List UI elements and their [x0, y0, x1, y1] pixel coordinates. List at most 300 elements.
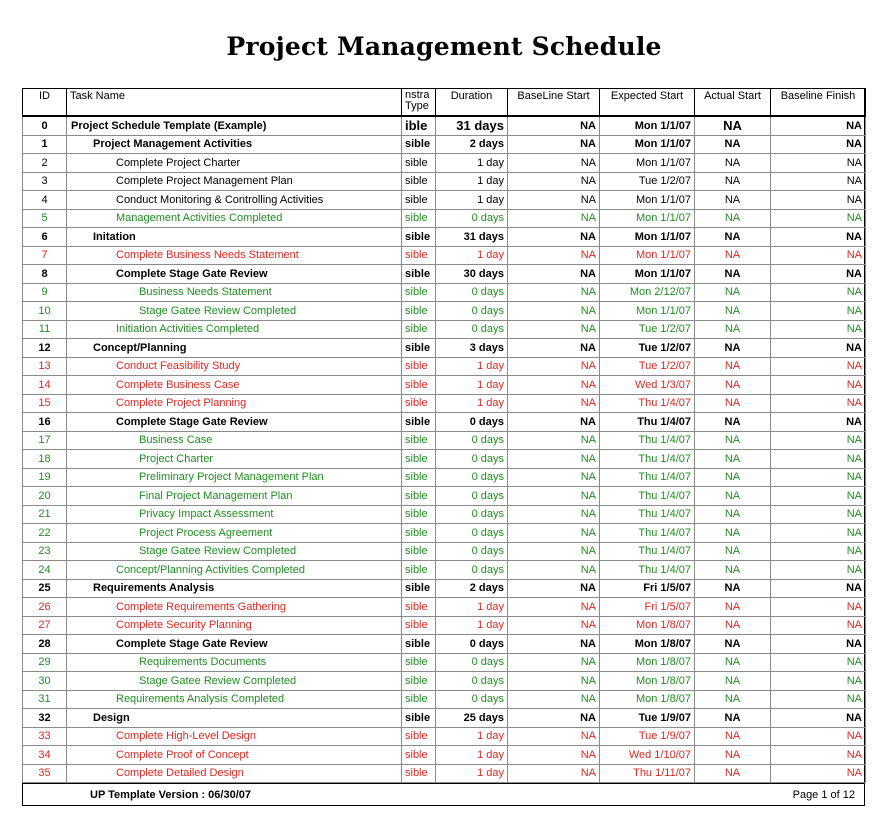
- duration-cell[interactable]: 1 day: [436, 191, 508, 210]
- task-name-cell[interactable]: Complete Requirements Gathering: [67, 598, 402, 617]
- baseline-start-cell[interactable]: NA: [508, 209, 600, 228]
- actual-start-cell[interactable]: NA: [695, 487, 771, 506]
- baseline-finish-cell[interactable]: NA: [771, 487, 866, 506]
- duration-cell[interactable]: 0 days: [436, 635, 508, 654]
- task-name-cell[interactable]: Complete Stage Gate Review: [67, 265, 402, 284]
- baseline-start-cell[interactable]: NA: [508, 246, 600, 265]
- baseline-finish-cell[interactable]: NA: [771, 283, 866, 302]
- actual-start-cell[interactable]: NA: [695, 431, 771, 450]
- task-id-cell[interactable]: 6: [23, 228, 67, 247]
- table-row[interactable]: [23, 116, 866, 135]
- task-id-cell[interactable]: 23: [23, 542, 67, 561]
- constraint-type-cell[interactable]: sible: [402, 302, 436, 321]
- task-id-cell[interactable]: 29: [23, 653, 67, 672]
- task-id-cell[interactable]: 31: [23, 690, 67, 709]
- expected-start-cell[interactable]: Mon 1/1/07: [600, 191, 695, 210]
- actual-start-cell[interactable]: NA: [695, 135, 771, 154]
- task-name-cell[interactable]: Project Charter: [67, 450, 402, 469]
- constraint-type-cell[interactable]: sible: [402, 616, 436, 635]
- task-name-cell[interactable]: Stage Gatee Review Completed: [67, 542, 402, 561]
- expected-start-cell[interactable]: Mon 1/1/07: [600, 154, 695, 173]
- expected-start-cell[interactable]: Thu 1/4/07: [600, 394, 695, 413]
- table-row[interactable]: [23, 228, 866, 247]
- expected-start-cell[interactable]: Thu 1/4/07: [600, 487, 695, 506]
- duration-cell[interactable]: 0 days: [436, 505, 508, 524]
- actual-start-cell[interactable]: NA: [695, 154, 771, 173]
- task-name-cell[interactable]: Initation: [67, 228, 402, 247]
- expected-start-cell[interactable]: Mon 1/8/07: [600, 672, 695, 691]
- table-row[interactable]: [23, 727, 866, 746]
- column-header-baseline-start[interactable]: BaseLine Start: [508, 89, 600, 117]
- task-name-cell[interactable]: Complete Business Needs Statement: [67, 246, 402, 265]
- expected-start-cell[interactable]: Tue 1/9/07: [600, 727, 695, 746]
- expected-start-cell[interactable]: Tue 1/9/07: [600, 709, 695, 728]
- table-row[interactable]: [23, 616, 866, 635]
- constraint-type-cell[interactable]: sible: [402, 191, 436, 210]
- constraint-type-cell[interactable]: sible: [402, 635, 436, 654]
- expected-start-cell[interactable]: Thu 1/4/07: [600, 431, 695, 450]
- task-id-cell[interactable]: 22: [23, 524, 67, 543]
- task-name-cell[interactable]: Conduct Monitoring & Controlling Activities: [67, 191, 402, 210]
- column-header-task-name[interactable]: Task Name: [67, 89, 402, 117]
- task-name-cell[interactable]: Requirements Analysis Completed: [67, 690, 402, 709]
- constraint-type-cell[interactable]: sible: [402, 394, 436, 413]
- expected-start-cell[interactable]: Thu 1/4/07: [600, 524, 695, 543]
- expected-start-cell[interactable]: Mon 1/8/07: [600, 635, 695, 654]
- table-row[interactable]: [23, 468, 866, 487]
- duration-cell[interactable]: 0 days: [436, 487, 508, 506]
- task-name-cell[interactable]: Requirements Documents: [67, 653, 402, 672]
- table-row[interactable]: [23, 283, 866, 302]
- constraint-type-cell[interactable]: sible: [402, 598, 436, 617]
- constraint-type-cell[interactable]: sible: [402, 524, 436, 543]
- constraint-type-cell[interactable]: sible: [402, 357, 436, 376]
- task-id-cell[interactable]: 27: [23, 616, 67, 635]
- table-row[interactable]: [23, 690, 866, 709]
- baseline-finish-cell[interactable]: NA: [771, 764, 866, 783]
- actual-start-cell[interactable]: NA: [695, 376, 771, 395]
- actual-start-cell[interactable]: NA: [695, 653, 771, 672]
- baseline-start-cell[interactable]: NA: [508, 135, 600, 154]
- task-id-cell[interactable]: 35: [23, 764, 67, 783]
- baseline-finish-cell[interactable]: NA: [771, 302, 866, 321]
- baseline-finish-cell[interactable]: NA: [771, 413, 866, 432]
- table-row[interactable]: [23, 191, 866, 210]
- baseline-start-cell[interactable]: NA: [508, 116, 600, 135]
- table-row[interactable]: [23, 487, 866, 506]
- baseline-finish-cell[interactable]: NA: [771, 376, 866, 395]
- baseline-start-cell[interactable]: NA: [508, 357, 600, 376]
- actual-start-cell[interactable]: NA: [695, 320, 771, 339]
- task-name-cell[interactable]: Complete Proof of Concept: [67, 746, 402, 765]
- actual-start-cell[interactable]: NA: [695, 561, 771, 580]
- baseline-finish-cell[interactable]: NA: [771, 450, 866, 469]
- table-row[interactable]: [23, 653, 866, 672]
- constraint-type-cell[interactable]: sible: [402, 246, 436, 265]
- actual-start-cell[interactable]: NA: [695, 468, 771, 487]
- baseline-start-cell[interactable]: NA: [508, 450, 600, 469]
- baseline-start-cell[interactable]: NA: [508, 690, 600, 709]
- task-id-cell[interactable]: 15: [23, 394, 67, 413]
- baseline-start-cell[interactable]: NA: [508, 579, 600, 598]
- task-name-cell[interactable]: Final Project Management Plan: [67, 487, 402, 506]
- task-id-cell[interactable]: 26: [23, 598, 67, 617]
- baseline-finish-cell[interactable]: NA: [771, 209, 866, 228]
- baseline-finish-cell[interactable]: NA: [771, 135, 866, 154]
- task-name-cell[interactable]: Complete Stage Gate Review: [67, 413, 402, 432]
- duration-cell[interactable]: 3 days: [436, 339, 508, 358]
- duration-cell[interactable]: 31 days: [436, 116, 508, 135]
- constraint-type-cell[interactable]: sible: [402, 561, 436, 580]
- table-row[interactable]: [23, 672, 866, 691]
- actual-start-cell[interactable]: NA: [695, 357, 771, 376]
- expected-start-cell[interactable]: Mon 1/1/07: [600, 265, 695, 284]
- table-row[interactable]: [23, 450, 866, 469]
- task-id-cell[interactable]: 17: [23, 431, 67, 450]
- baseline-start-cell[interactable]: NA: [508, 431, 600, 450]
- task-id-cell[interactable]: 1: [23, 135, 67, 154]
- table-row[interactable]: [23, 524, 866, 543]
- baseline-start-cell[interactable]: NA: [508, 468, 600, 487]
- constraint-type-cell[interactable]: sible: [402, 505, 436, 524]
- duration-cell[interactable]: 0 days: [436, 672, 508, 691]
- baseline-finish-cell[interactable]: NA: [771, 635, 866, 654]
- actual-start-cell[interactable]: NA: [695, 616, 771, 635]
- constraint-type-cell[interactable]: sible: [402, 172, 436, 191]
- task-id-cell[interactable]: 12: [23, 339, 67, 358]
- expected-start-cell[interactable]: Mon 1/1/07: [600, 116, 695, 135]
- baseline-start-cell[interactable]: NA: [508, 598, 600, 617]
- task-id-cell[interactable]: 0: [23, 116, 67, 135]
- duration-cell[interactable]: 0 days: [436, 542, 508, 561]
- expected-start-cell[interactable]: Thu 1/11/07: [600, 764, 695, 783]
- duration-cell[interactable]: 0 days: [436, 468, 508, 487]
- actual-start-cell[interactable]: NA: [695, 450, 771, 469]
- baseline-finish-cell[interactable]: NA: [771, 191, 866, 210]
- baseline-start-cell[interactable]: NA: [508, 376, 600, 395]
- expected-start-cell[interactable]: Thu 1/4/07: [600, 468, 695, 487]
- table-row[interactable]: [23, 542, 866, 561]
- expected-start-cell[interactable]: Mon 1/8/07: [600, 653, 695, 672]
- constraint-type-cell[interactable]: sible: [402, 339, 436, 358]
- duration-cell[interactable]: 2 days: [436, 135, 508, 154]
- task-id-cell[interactable]: 18: [23, 450, 67, 469]
- actual-start-cell[interactable]: NA: [695, 690, 771, 709]
- actual-start-cell[interactable]: NA: [695, 542, 771, 561]
- actual-start-cell[interactable]: NA: [695, 228, 771, 247]
- task-id-cell[interactable]: 32: [23, 709, 67, 728]
- duration-cell[interactable]: 1 day: [436, 246, 508, 265]
- duration-cell[interactable]: 1 day: [436, 154, 508, 173]
- constraint-type-cell[interactable]: sible: [402, 709, 436, 728]
- duration-cell[interactable]: 2 days: [436, 579, 508, 598]
- actual-start-cell[interactable]: NA: [695, 505, 771, 524]
- baseline-finish-cell[interactable]: NA: [771, 320, 866, 339]
- baseline-finish-cell[interactable]: NA: [771, 542, 866, 561]
- baseline-finish-cell[interactable]: NA: [771, 524, 866, 543]
- baseline-start-cell[interactable]: NA: [508, 561, 600, 580]
- table-row[interactable]: [23, 709, 866, 728]
- task-name-cell[interactable]: Complete Business Case: [67, 376, 402, 395]
- task-name-cell[interactable]: Complete Stage Gate Review: [67, 635, 402, 654]
- baseline-finish-cell[interactable]: NA: [771, 505, 866, 524]
- task-id-cell[interactable]: 13: [23, 357, 67, 376]
- expected-start-cell[interactable]: Thu 1/4/07: [600, 413, 695, 432]
- baseline-start-cell[interactable]: NA: [508, 302, 600, 321]
- task-id-cell[interactable]: 9: [23, 283, 67, 302]
- baseline-finish-cell[interactable]: NA: [771, 598, 866, 617]
- task-id-cell[interactable]: 2: [23, 154, 67, 173]
- baseline-finish-cell[interactable]: NA: [771, 709, 866, 728]
- table-row[interactable]: [23, 505, 866, 524]
- task-id-cell[interactable]: 19: [23, 468, 67, 487]
- actual-start-cell[interactable]: NA: [695, 116, 771, 135]
- actual-start-cell[interactable]: NA: [695, 339, 771, 358]
- duration-cell[interactable]: 31 days: [436, 228, 508, 247]
- actual-start-cell[interactable]: NA: [695, 598, 771, 617]
- task-id-cell[interactable]: 14: [23, 376, 67, 395]
- constraint-type-cell[interactable]: sible: [402, 431, 436, 450]
- task-id-cell[interactable]: 25: [23, 579, 67, 598]
- expected-start-cell[interactable]: Thu 1/4/07: [600, 561, 695, 580]
- constraint-type-cell[interactable]: sible: [402, 376, 436, 395]
- duration-cell[interactable]: 0 days: [436, 413, 508, 432]
- baseline-finish-cell[interactable]: NA: [771, 265, 866, 284]
- constraint-type-cell[interactable]: sible: [402, 690, 436, 709]
- expected-start-cell[interactable]: Fri 1/5/07: [600, 598, 695, 617]
- actual-start-cell[interactable]: NA: [695, 635, 771, 654]
- baseline-start-cell[interactable]: NA: [508, 413, 600, 432]
- baseline-start-cell[interactable]: NA: [508, 265, 600, 284]
- task-id-cell[interactable]: 16: [23, 413, 67, 432]
- table-row[interactable]: [23, 598, 866, 617]
- table-row[interactable]: [23, 579, 866, 598]
- duration-cell[interactable]: 1 day: [436, 616, 508, 635]
- task-name-cell[interactable]: Concept/Planning: [67, 339, 402, 358]
- expected-start-cell[interactable]: Mon 1/1/07: [600, 135, 695, 154]
- duration-cell[interactable]: 25 days: [436, 709, 508, 728]
- task-name-cell[interactable]: Design: [67, 709, 402, 728]
- baseline-finish-cell[interactable]: NA: [771, 690, 866, 709]
- baseline-start-cell[interactable]: NA: [508, 616, 600, 635]
- table-row[interactable]: [23, 376, 866, 395]
- constraint-type-cell[interactable]: sible: [402, 265, 436, 284]
- expected-start-cell[interactable]: Mon 1/1/07: [600, 246, 695, 265]
- task-id-cell[interactable]: 10: [23, 302, 67, 321]
- expected-start-cell[interactable]: Mon 1/8/07: [600, 690, 695, 709]
- baseline-start-cell[interactable]: NA: [508, 394, 600, 413]
- task-name-cell[interactable]: Project Management Activities: [67, 135, 402, 154]
- expected-start-cell[interactable]: Mon 1/1/07: [600, 302, 695, 321]
- task-id-cell[interactable]: 34: [23, 746, 67, 765]
- task-id-cell[interactable]: 8: [23, 265, 67, 284]
- duration-cell[interactable]: 1 day: [436, 172, 508, 191]
- task-name-cell[interactable]: Project Process Agreement: [67, 524, 402, 543]
- task-name-cell[interactable]: Complete Security Planning: [67, 616, 402, 635]
- duration-cell[interactable]: 1 day: [436, 746, 508, 765]
- duration-cell[interactable]: 0 days: [436, 283, 508, 302]
- baseline-finish-cell[interactable]: NA: [771, 394, 866, 413]
- baseline-finish-cell[interactable]: NA: [771, 653, 866, 672]
- baseline-start-cell[interactable]: NA: [508, 228, 600, 247]
- actual-start-cell[interactable]: NA: [695, 209, 771, 228]
- actual-start-cell[interactable]: NA: [695, 672, 771, 691]
- table-row[interactable]: [23, 431, 866, 450]
- task-name-cell[interactable]: Complete Detailed Design: [67, 764, 402, 783]
- task-id-cell[interactable]: 30: [23, 672, 67, 691]
- task-name-cell[interactable]: Management Activities Completed: [67, 209, 402, 228]
- constraint-type-cell[interactable]: sible: [402, 746, 436, 765]
- constraint-type-cell[interactable]: sible: [402, 487, 436, 506]
- task-name-cell[interactable]: Initiation Activities Completed: [67, 320, 402, 339]
- baseline-finish-cell[interactable]: NA: [771, 154, 866, 173]
- duration-cell[interactable]: 0 days: [436, 561, 508, 580]
- baseline-start-cell[interactable]: NA: [508, 635, 600, 654]
- task-id-cell[interactable]: 11: [23, 320, 67, 339]
- expected-start-cell[interactable]: Thu 1/4/07: [600, 542, 695, 561]
- constraint-type-cell[interactable]: sible: [402, 653, 436, 672]
- table-row[interactable]: [23, 339, 866, 358]
- duration-cell[interactable]: 1 day: [436, 376, 508, 395]
- task-id-cell[interactable]: 7: [23, 246, 67, 265]
- baseline-start-cell[interactable]: NA: [508, 191, 600, 210]
- duration-cell[interactable]: 0 days: [436, 450, 508, 469]
- baseline-finish-cell[interactable]: NA: [771, 172, 866, 191]
- constraint-type-cell[interactable]: sible: [402, 579, 436, 598]
- duration-cell[interactable]: 1 day: [436, 394, 508, 413]
- constraint-type-cell[interactable]: sible: [402, 283, 436, 302]
- column-header-duration[interactable]: Duration: [436, 89, 508, 117]
- baseline-finish-cell[interactable]: NA: [771, 727, 866, 746]
- baseline-start-cell[interactable]: NA: [508, 154, 600, 173]
- actual-start-cell[interactable]: NA: [695, 413, 771, 432]
- duration-cell[interactable]: 0 days: [436, 690, 508, 709]
- baseline-start-cell[interactable]: NA: [508, 653, 600, 672]
- baseline-finish-cell[interactable]: NA: [771, 561, 866, 580]
- actual-start-cell[interactable]: NA: [695, 727, 771, 746]
- actual-start-cell[interactable]: NA: [695, 746, 771, 765]
- table-row[interactable]: [23, 209, 866, 228]
- baseline-finish-cell[interactable]: NA: [771, 672, 866, 691]
- duration-cell[interactable]: 1 day: [436, 764, 508, 783]
- task-id-cell[interactable]: 28: [23, 635, 67, 654]
- actual-start-cell[interactable]: NA: [695, 302, 771, 321]
- constraint-type-cell[interactable]: sible: [402, 672, 436, 691]
- constraint-type-cell[interactable]: sible: [402, 764, 436, 783]
- table-row[interactable]: [23, 635, 866, 654]
- expected-start-cell[interactable]: Tue 1/2/07: [600, 339, 695, 358]
- expected-start-cell[interactable]: Tue 1/2/07: [600, 320, 695, 339]
- duration-cell[interactable]: 0 days: [436, 524, 508, 543]
- baseline-finish-cell[interactable]: NA: [771, 339, 866, 358]
- task-name-cell[interactable]: Concept/Planning Activities Completed: [67, 561, 402, 580]
- baseline-start-cell[interactable]: NA: [508, 524, 600, 543]
- task-name-cell[interactable]: Privacy Impact Assessment: [67, 505, 402, 524]
- constraint-type-cell[interactable]: ible: [402, 116, 436, 135]
- expected-start-cell[interactable]: Mon 1/8/07: [600, 616, 695, 635]
- table-row[interactable]: [23, 265, 866, 284]
- table-row[interactable]: [23, 357, 866, 376]
- constraint-type-cell[interactable]: sible: [402, 228, 436, 247]
- task-id-cell[interactable]: 3: [23, 172, 67, 191]
- task-name-cell[interactable]: Preliminary Project Management Plan: [67, 468, 402, 487]
- expected-start-cell[interactable]: Wed 1/10/07: [600, 746, 695, 765]
- column-header-actual-start[interactable]: Actual Start: [695, 89, 771, 117]
- task-name-cell[interactable]: Stage Gatee Review Completed: [67, 672, 402, 691]
- actual-start-cell[interactable]: NA: [695, 579, 771, 598]
- baseline-start-cell[interactable]: NA: [508, 505, 600, 524]
- expected-start-cell[interactable]: Mon 1/1/07: [600, 228, 695, 247]
- task-name-cell[interactable]: Requirements Analysis: [67, 579, 402, 598]
- actual-start-cell[interactable]: NA: [695, 283, 771, 302]
- table-row[interactable]: [23, 746, 866, 765]
- baseline-finish-cell[interactable]: NA: [771, 431, 866, 450]
- table-row[interactable]: [23, 561, 866, 580]
- constraint-type-cell[interactable]: sible: [402, 413, 436, 432]
- baseline-finish-cell[interactable]: NA: [771, 616, 866, 635]
- column-header-constraint-type[interactable]: nstra Type: [402, 89, 436, 117]
- baseline-finish-cell[interactable]: NA: [771, 357, 866, 376]
- table-row[interactable]: [23, 764, 866, 783]
- baseline-start-cell[interactable]: NA: [508, 709, 600, 728]
- constraint-type-cell[interactable]: sible: [402, 450, 436, 469]
- constraint-type-cell[interactable]: sible: [402, 135, 436, 154]
- expected-start-cell[interactable]: Thu 1/4/07: [600, 505, 695, 524]
- baseline-start-cell[interactable]: NA: [508, 487, 600, 506]
- task-id-cell[interactable]: 24: [23, 561, 67, 580]
- duration-cell[interactable]: 1 day: [436, 598, 508, 617]
- expected-start-cell[interactable]: Tue 1/2/07: [600, 357, 695, 376]
- baseline-finish-cell[interactable]: NA: [771, 746, 866, 765]
- baseline-start-cell[interactable]: NA: [508, 320, 600, 339]
- task-name-cell[interactable]: Conduct Feasibility Study: [67, 357, 402, 376]
- task-name-cell[interactable]: Complete Project Management Plan: [67, 172, 402, 191]
- constraint-type-cell[interactable]: sible: [402, 320, 436, 339]
- duration-cell[interactable]: 0 days: [436, 431, 508, 450]
- expected-start-cell[interactable]: Tue 1/2/07: [600, 172, 695, 191]
- expected-start-cell[interactable]: Wed 1/3/07: [600, 376, 695, 395]
- baseline-finish-cell[interactable]: NA: [771, 246, 866, 265]
- baseline-start-cell[interactable]: NA: [508, 542, 600, 561]
- table-row[interactable]: [23, 320, 866, 339]
- task-id-cell[interactable]: 21: [23, 505, 67, 524]
- table-row[interactable]: [23, 246, 866, 265]
- actual-start-cell[interactable]: NA: [695, 394, 771, 413]
- actual-start-cell[interactable]: NA: [695, 172, 771, 191]
- constraint-type-cell[interactable]: sible: [402, 154, 436, 173]
- task-id-cell[interactable]: 4: [23, 191, 67, 210]
- duration-cell[interactable]: 0 days: [436, 209, 508, 228]
- task-id-cell[interactable]: 5: [23, 209, 67, 228]
- table-row[interactable]: [23, 172, 866, 191]
- baseline-finish-cell[interactable]: NA: [771, 468, 866, 487]
- column-header-baseline-finish[interactable]: Baseline Finish: [771, 89, 866, 117]
- duration-cell[interactable]: 1 day: [436, 727, 508, 746]
- constraint-type-cell[interactable]: sible: [402, 209, 436, 228]
- constraint-type-cell[interactable]: sible: [402, 468, 436, 487]
- baseline-finish-cell[interactable]: NA: [771, 228, 866, 247]
- table-row[interactable]: [23, 154, 866, 173]
- duration-cell[interactable]: 30 days: [436, 265, 508, 284]
- duration-cell[interactable]: 1 day: [436, 357, 508, 376]
- duration-cell[interactable]: 0 days: [436, 302, 508, 321]
- baseline-finish-cell[interactable]: NA: [771, 579, 866, 598]
- baseline-start-cell[interactable]: NA: [508, 746, 600, 765]
- task-id-cell[interactable]: 33: [23, 727, 67, 746]
- baseline-start-cell[interactable]: NA: [508, 727, 600, 746]
- baseline-start-cell[interactable]: NA: [508, 172, 600, 191]
- table-row[interactable]: [23, 135, 866, 154]
